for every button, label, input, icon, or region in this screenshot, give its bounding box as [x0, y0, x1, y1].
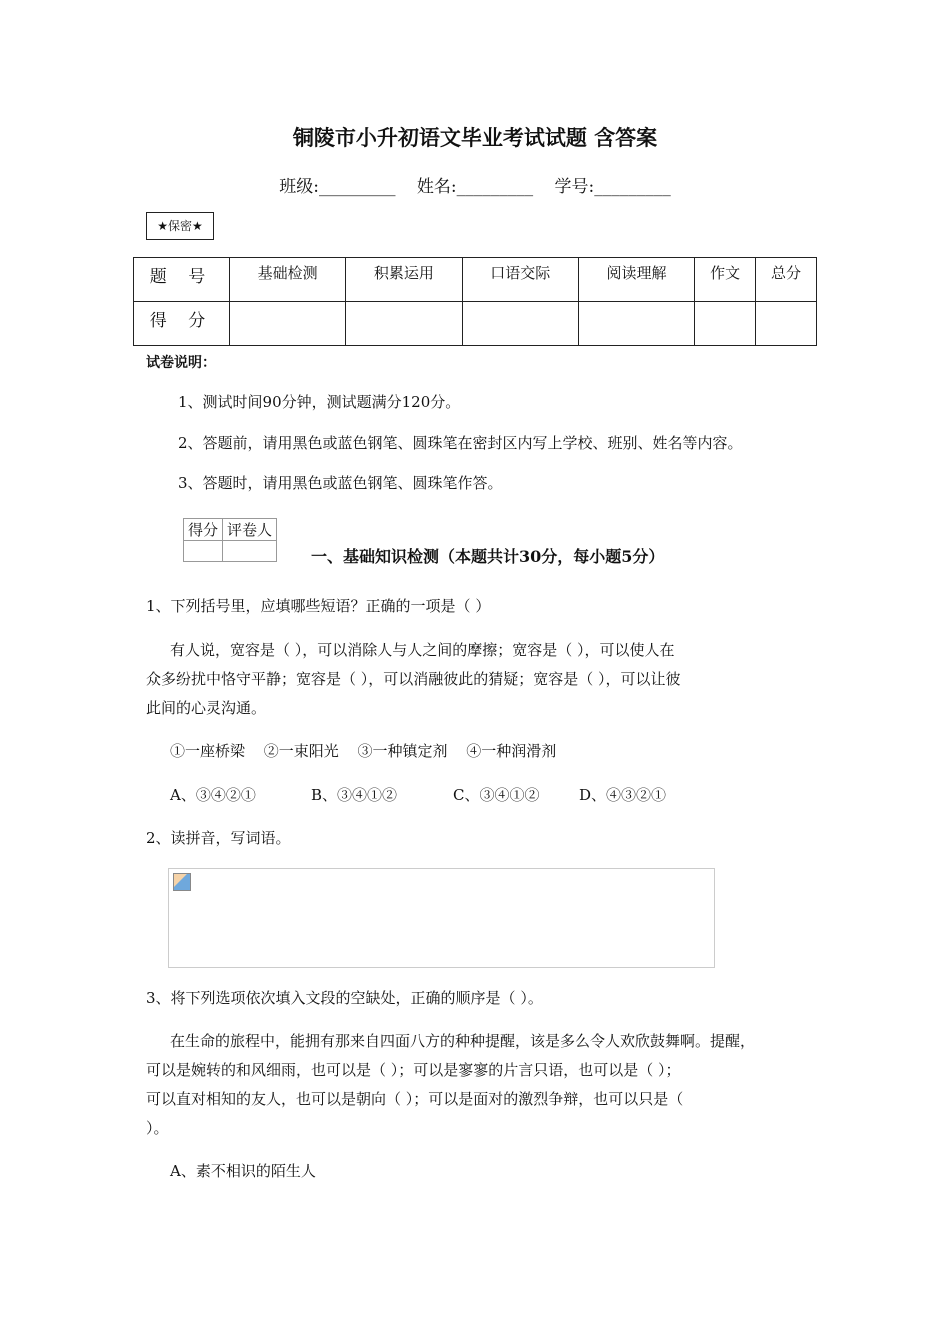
broken-image-icon: [173, 873, 191, 891]
grader-reviewer-cell: [223, 541, 277, 562]
question-1-passage: 众多纷扰中恪守平静；宽容是（ ），可以消融彼此的猜疑；宽容是（ ），可以让彼: [146, 670, 681, 688]
header-cell: 题 号: [134, 258, 230, 302]
score-table-header-row: [134, 258, 817, 302]
grader-box: [183, 518, 277, 562]
score-cell: [695, 302, 756, 346]
question-3-passage: 在生命的旅程中，能拥有那来自四面八方的种种提醒，该是多么令人欢欣鼓舞啊。提醒，: [170, 1032, 756, 1050]
score-cell: [346, 302, 462, 346]
header-cell: 作文: [695, 258, 756, 302]
question-3-stem: 3、将下列选项依次填入文段的空缺处，正确的顺序是（ ）。: [146, 989, 543, 1007]
score-cell: [756, 302, 817, 346]
option-d: D、④③②①: [579, 786, 667, 804]
question-1-stem: 1、下列括号里，应填哪些短语？正确的一项是（ ）: [146, 597, 491, 615]
question-1-passage: 此间的心灵沟通。: [146, 699, 267, 717]
question-3-option-a: A、素不相识的陌生人: [170, 1162, 316, 1180]
name-field: 姓名:_________: [416, 177, 534, 197]
score-cell: [578, 302, 694, 346]
grader-score-cell: [184, 541, 223, 562]
note-item: 2、答题前，请用黑色或蓝色钢笔、圆珠笔在密封区内写上学校、班别、姓名等内容。: [178, 434, 743, 452]
header-cell: 口语交际: [462, 258, 578, 302]
header-cell: 阅读理解: [578, 258, 694, 302]
score-cell: [230, 302, 346, 346]
option-c: C、③④①②: [453, 786, 540, 804]
pinyin-image-placeholder: [168, 868, 715, 968]
score-table-score-row: [134, 302, 817, 346]
id-field: 学号:_________: [554, 177, 671, 197]
grader-score-label: 得分: [184, 519, 223, 541]
option-a: A、③④②①: [170, 786, 256, 804]
note-item: 1、测试时间90分钟，测试题满分120分。: [178, 393, 461, 411]
header-cell: 总分: [756, 258, 817, 302]
score-cell: [462, 302, 578, 346]
question-1-passage: 有人说，宽容是（ ），可以消除人与人之间的摩擦；宽容是（ ），可以使人在: [170, 641, 675, 659]
header-cell: 基础检测: [230, 258, 346, 302]
confidential-stamp: ★保密★: [146, 212, 214, 240]
option-b: B、③④①②: [311, 786, 398, 804]
question-3-passage: ）。: [146, 1119, 169, 1137]
note-item: 3、答题时，请用黑色或蓝色钢笔、圆珠笔作答。: [178, 474, 503, 492]
notes-title: 试卷说明：: [146, 355, 216, 371]
question-3-passage: 可以是婉转的和风细雨，也可以是（ ）；可以是寥寥的片言只语，也可以是（ ）；: [146, 1061, 681, 1079]
page-title: 铜陵市小升初语文毕业考试试题 含答案: [292, 125, 658, 150]
student-info: [0, 172, 950, 197]
score-label: 得 分: [134, 302, 230, 346]
question-2-stem: 2、读拼音，写词语。: [146, 829, 291, 847]
question-3-passage: 可以直对相知的友人，也可以是朝向（ ）；可以是面对的激烈争辩，也可以只是（: [146, 1090, 684, 1108]
header-cell: 积累运用: [346, 258, 462, 302]
score-table: [133, 257, 817, 346]
class-field: 班级:_________: [279, 177, 396, 197]
grader-reviewer-label: 评卷人: [223, 519, 277, 541]
question-1-items: ①一座桥梁 ②一束阳光 ③一种镇定剂 ④一种润滑剂: [170, 742, 557, 760]
section-heading: 一、基础知识检测（本题共计30分，每小题5分）: [311, 547, 665, 566]
